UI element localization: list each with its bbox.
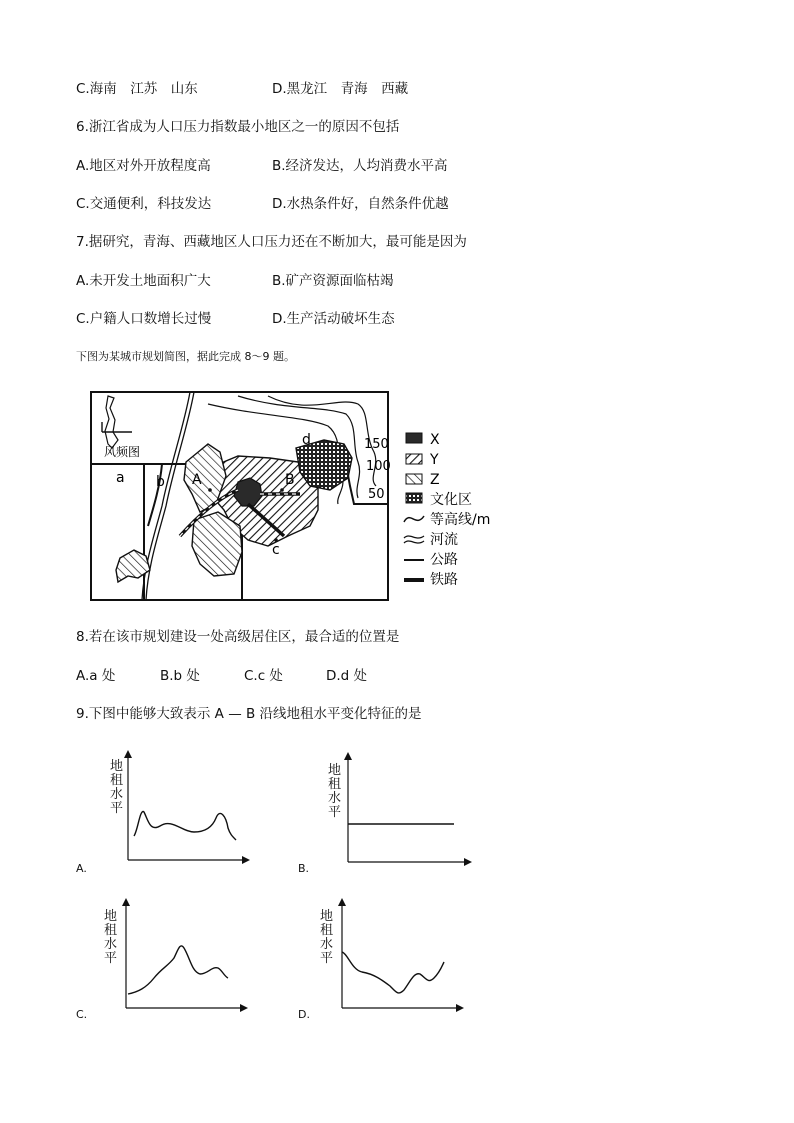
contour-100: 100 bbox=[366, 459, 391, 474]
q6-option-a: A.地区对外开放程度高 bbox=[76, 158, 211, 174]
graph-d: 地 租 水 平 D. bbox=[298, 896, 478, 1026]
point-c bbox=[274, 538, 278, 542]
graph-c-curve bbox=[128, 946, 228, 994]
graph-a: 地 租 水 平 A. bbox=[76, 750, 256, 880]
graph-a-curve bbox=[134, 812, 236, 840]
q8-option-a: A.a 处 bbox=[76, 668, 116, 684]
legend-road: 公路 bbox=[430, 552, 458, 568]
map-label-b: b bbox=[156, 474, 165, 490]
q5-option-c: C.海南 江苏 山东 bbox=[76, 81, 198, 97]
graph-c-letter: C. bbox=[76, 1008, 88, 1021]
graph-d-letter: D. bbox=[298, 1008, 310, 1021]
map-label-c: c bbox=[272, 542, 280, 558]
point-B bbox=[280, 488, 284, 492]
graph-d-curve bbox=[342, 952, 444, 993]
graph-b-letter: B. bbox=[298, 862, 310, 875]
q7-stem: 7.据研究，青海、西藏地区人口压力还在不断加大，最可能是因为 bbox=[76, 234, 467, 250]
q9-stem: 9.下图中能够大致表示 A — B 沿线地租水平变化特征的是 bbox=[76, 706, 422, 722]
graph-a-letter: A. bbox=[76, 862, 87, 875]
legend-river: 河流 bbox=[430, 532, 458, 548]
q8-stem: 8.若在该市规划建设一处高级居住区，最合适的位置是 bbox=[76, 629, 400, 645]
wind-rose-label: 风频图 bbox=[104, 445, 141, 459]
q8-option-b: B.b 处 bbox=[160, 668, 200, 684]
q8-option-c: C.c 处 bbox=[244, 668, 283, 684]
q6-option-c: C.交通便利，科技发达 bbox=[76, 196, 212, 212]
contour-150: 150 bbox=[364, 437, 389, 452]
q6-option-d: D.水热条件好，自然条件优越 bbox=[272, 196, 449, 212]
graph-b: 地 租 水 平 B. bbox=[298, 750, 478, 880]
graph-c: 地 租 水 平 C. bbox=[76, 896, 256, 1026]
map-label-a: a bbox=[116, 470, 125, 486]
q6-stem: 6.浙江省成为人口压力指数最小地区之一的原因不包括 bbox=[76, 119, 400, 135]
map-legend bbox=[404, 432, 490, 588]
figure-intro: 下图为某城市规划简图，据此完成 8～9 题。 bbox=[76, 350, 295, 363]
q7-option-a: A.未开发土地面积广大 bbox=[76, 273, 211, 289]
legend-railway: 铁路 bbox=[430, 572, 458, 588]
map-label-B: B bbox=[285, 472, 295, 488]
legend-contour: 等高线/m bbox=[430, 512, 491, 528]
legend-x: X bbox=[430, 432, 440, 448]
q7-option-b: B.矿产资源面临枯竭 bbox=[272, 273, 394, 289]
q7-option-c: C.户籍人口数增长过慢 bbox=[76, 311, 212, 327]
q5-option-d: D.黑龙江 青海 西藏 bbox=[272, 81, 409, 97]
q6-option-b: B.经济发达，人均消费水平高 bbox=[272, 158, 448, 174]
contour-50: 50 bbox=[368, 487, 385, 502]
q7-option-d: D.生产活动破坏生态 bbox=[272, 311, 395, 327]
map-label-A: A bbox=[192, 472, 202, 488]
legend-z: Z bbox=[430, 472, 440, 488]
q8-option-d: D.d 处 bbox=[326, 668, 368, 684]
map-label-d: d bbox=[302, 432, 311, 448]
legend-y: Y bbox=[430, 452, 439, 468]
point-A bbox=[208, 488, 212, 492]
legend-culture: 文化区 bbox=[430, 492, 472, 508]
zone-x bbox=[234, 478, 262, 506]
city-planning-map bbox=[88, 386, 508, 608]
